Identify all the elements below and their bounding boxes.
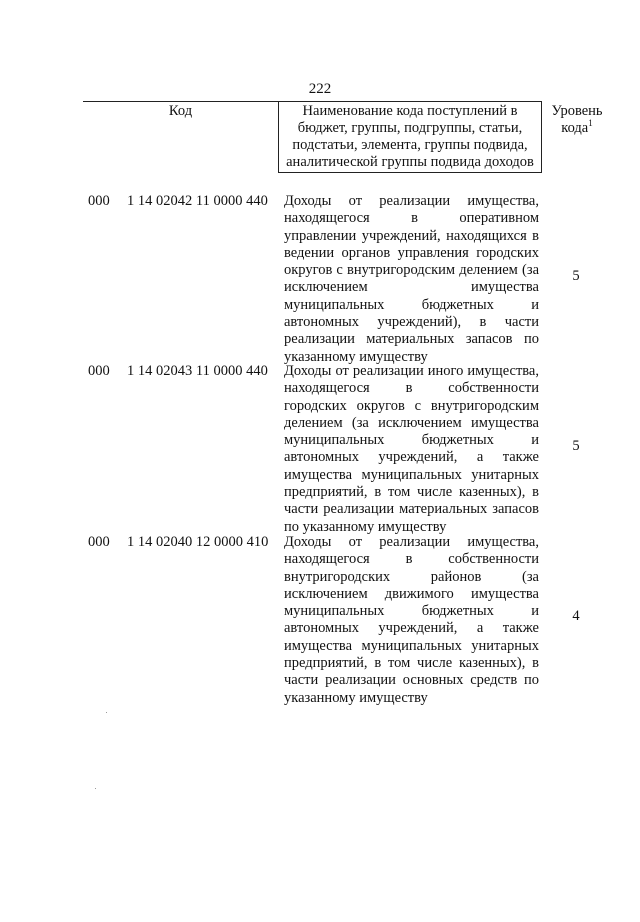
row-code-prefix: 000 (88, 363, 110, 379)
row-code-prefix: 000 (88, 534, 110, 550)
description-line: округов с внутригородским делением (за (284, 262, 539, 279)
description-line: имущества муниципальных унитарных (284, 466, 539, 483)
header-level-word: кода (561, 120, 589, 136)
description-line: муниципальных бюджетных и (284, 603, 539, 620)
description-line: по указанному имуществу (284, 518, 447, 535)
description-line: Доходы от реализации иного имущества, (284, 363, 539, 379)
row-level: 4 (572, 608, 580, 624)
scan-speck (106, 712, 107, 713)
description-line: части реализации материальных запасов (284, 501, 539, 518)
row-level: 5 (572, 268, 580, 284)
description-line: предприятий, в том числе казенных), в (284, 484, 539, 501)
header-name-line: Наименование кода поступлений в (302, 103, 518, 119)
description-line: муниципальных бюджетных и (284, 296, 539, 313)
description-line: указанному имуществу (284, 348, 428, 365)
row-level: 5 (572, 438, 580, 454)
description-line: ведении органов управления городских (284, 244, 539, 261)
description-line: автономных учреждений, а также (284, 620, 539, 637)
description-line: управлении учреждений, находящихся в (284, 227, 539, 244)
row-description (284, 363, 539, 536)
description-line: внутригородских районов (за (284, 568, 539, 585)
description-line: муниципальных бюджетных и (284, 432, 539, 449)
header-name (279, 103, 541, 171)
description-line: делением (за исключением имущества (284, 414, 539, 431)
description-line: городских округов с внутригородским (284, 397, 539, 414)
description-line: имущества муниципальных унитарных (284, 637, 539, 654)
table-top-border (83, 101, 541, 102)
description-line: исключением движимого имущества (284, 585, 539, 602)
row-code-prefix: 000 (88, 193, 110, 209)
row-code: 1 14 02040 12 0000 410 (127, 534, 269, 550)
description-line: Доходы от реализации имущества, (284, 534, 539, 550)
description-line: исключением имущества (284, 279, 539, 296)
description-line: находящегося в собственности (284, 551, 539, 568)
description-line: находящегося в собственности (284, 380, 539, 397)
header-level-line: Уровень (551, 103, 603, 119)
page-number: 222 (308, 81, 332, 97)
description-line: находящегося в оперативном (284, 210, 539, 227)
header-name-line: подстатьи, элемента, группы подвида, (292, 137, 528, 153)
description-line: реализации материальных запасов по (284, 331, 539, 348)
row-description (284, 193, 539, 366)
footnote-marker: 1 (588, 118, 593, 129)
description-line: Доходы от реализации имущества, (284, 193, 539, 209)
row-description (284, 534, 539, 707)
description-line: автономных учреждений), в части (284, 314, 539, 331)
description-line: указанному имуществу (284, 689, 428, 706)
row-code: 1 14 02042 11 0000 440 (127, 193, 268, 209)
scan-speck (95, 788, 96, 789)
description-line: части реализации основных средств по (284, 672, 539, 689)
description-line: автономных учреждений, а также (284, 449, 539, 466)
row-code: 1 14 02043 11 0000 440 (127, 363, 268, 379)
table-bottom-border (278, 172, 541, 173)
header-name-line: аналитической группы подвида доходов (286, 154, 534, 170)
header-level-line (542, 120, 612, 137)
header-level (542, 103, 612, 137)
description-line: предприятий, в том числе казенных), в (284, 655, 539, 672)
header-code: Код (168, 103, 193, 119)
header-name-line: бюджет, группы, подгруппы, статьи, (297, 120, 523, 136)
